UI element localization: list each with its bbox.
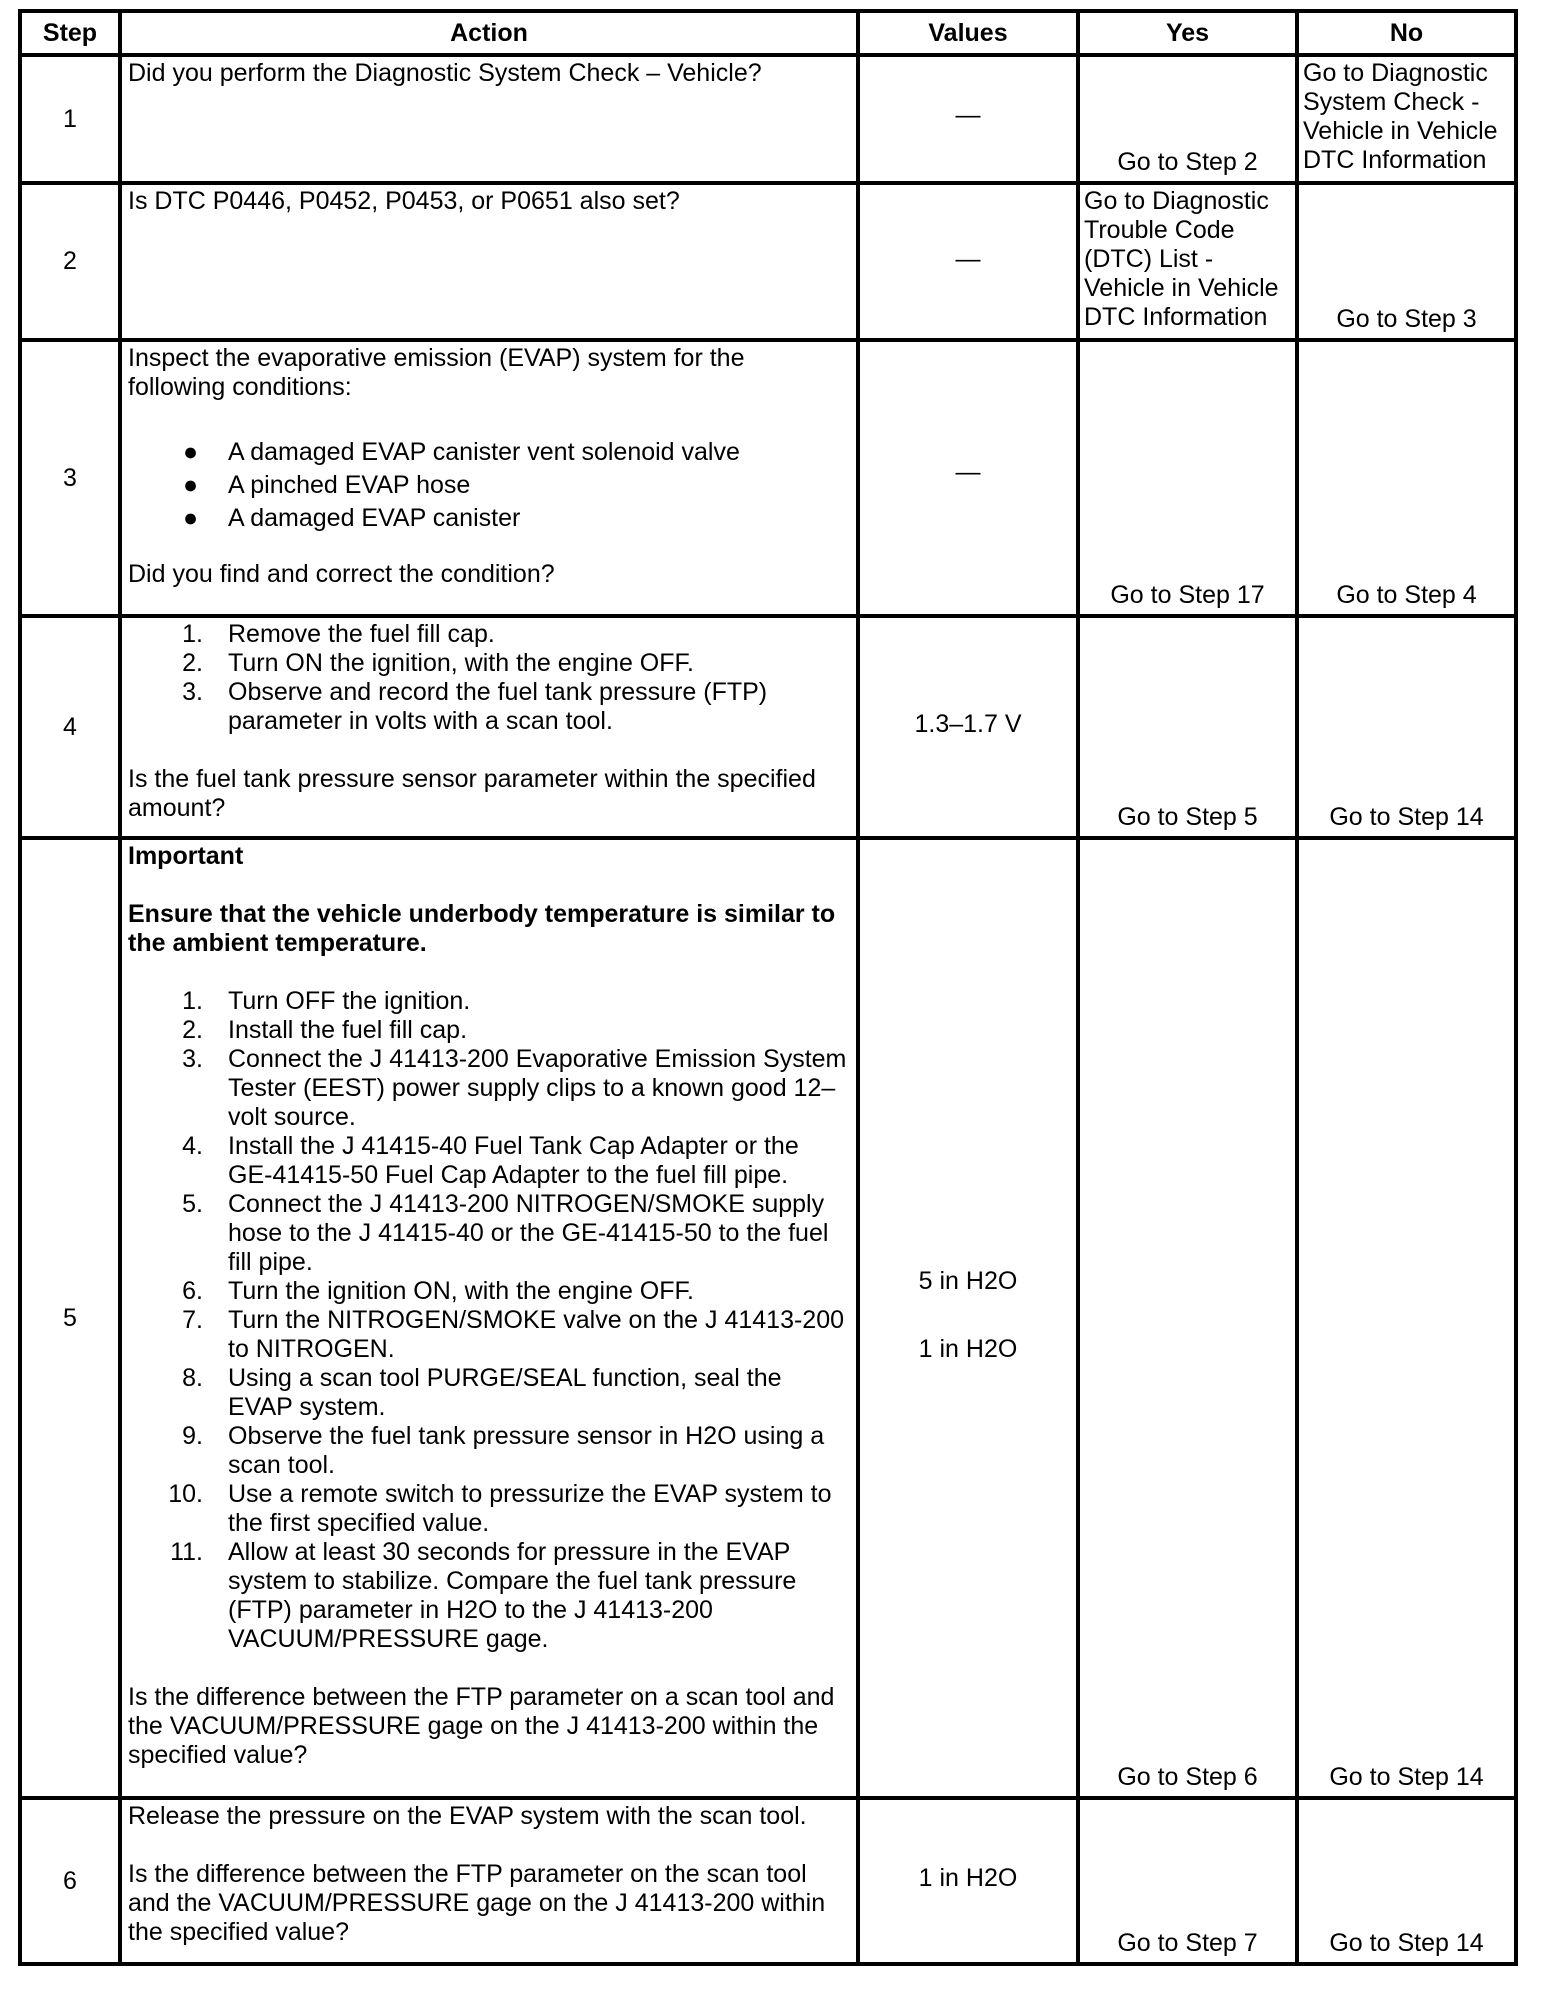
no-line: Vehicle in Vehicle: [1303, 117, 1498, 145]
value: —: [955, 245, 981, 273]
table-row: [20, 1798, 1516, 1964]
list-item-text: Connect the J 41413-200 NITROGEN/SMOKE supply hose to the J 41415-40 or the GE-41415-50 to the fuel fill pipe.: [228, 1190, 829, 1276]
value: 5 in H2O: [918, 1267, 1018, 1295]
action-cell: [120, 183, 858, 340]
diagnostic-table: [18, 9, 1518, 1966]
list-item-text: Turn the ignition ON, with the engine OFF.: [228, 1277, 694, 1305]
list-number: 8.: [182, 1364, 203, 1392]
action-cell: [120, 340, 858, 616]
header-no: No: [1297, 11, 1516, 55]
list-item: [128, 1045, 848, 1132]
list-item: [128, 1277, 848, 1306]
no-cell: [1297, 1798, 1516, 1964]
header-row: [20, 11, 1516, 55]
yes-cell: [1078, 616, 1297, 838]
list-item: [128, 649, 848, 678]
action-cell: [120, 55, 858, 183]
no-line: DTC Information: [1303, 146, 1487, 174]
value-cell: [858, 1798, 1078, 1964]
list-item-text: Using a scan tool PURGE/SEAL function, seal the EVAP system.: [228, 1364, 782, 1421]
no-action: Go to Step 14: [1329, 803, 1484, 831]
action-cell: [120, 838, 858, 1798]
list-number: 5.: [182, 1190, 203, 1218]
step-number: 2: [20, 183, 120, 340]
instruction: Release the pressure on the EVAP system with the scan tool.: [128, 1802, 807, 1830]
header-action: Action: [120, 11, 858, 55]
list-item: [128, 1132, 848, 1190]
procedure-list: [128, 987, 848, 1654]
list-item-text: Use a remote switch to pressurize the EVAP system to the first specified value.: [228, 1480, 832, 1537]
list-item-text: Observe the fuel tank pressure sensor in H2O using a scan tool.: [228, 1422, 825, 1479]
list-number: 3.: [182, 678, 203, 706]
list-number: 11.: [170, 1538, 203, 1566]
intro: Inspect the evaporative emission (EVAP) system for the following conditions:: [128, 344, 745, 401]
table-row: [20, 183, 1516, 340]
list-item-text: A pinched EVAP hose: [228, 471, 471, 499]
yes-cell: [1078, 340, 1297, 616]
list-item: [128, 1190, 848, 1277]
list-item: [128, 987, 848, 1016]
list-number: 1.: [182, 620, 203, 648]
no-action: Go to Step 3: [1336, 305, 1477, 333]
important-label: Important: [128, 842, 244, 870]
step-number: 6: [20, 1798, 120, 1964]
list-number: 6.: [182, 1277, 203, 1305]
table-row: [20, 838, 1516, 1798]
yes-line: (DTC) List -: [1084, 245, 1214, 273]
yes-cell: [1078, 838, 1297, 1798]
yes-line: Vehicle in Vehicle: [1084, 274, 1279, 302]
list-number: 4.: [182, 1132, 203, 1160]
list-item: [128, 1016, 848, 1045]
list-item: ● A damaged EVAP canister vent solenoid valve: [183, 438, 740, 466]
condition-list: [128, 436, 848, 535]
yes-action: Go to Step 5: [1117, 803, 1258, 831]
action-cell: [120, 1798, 858, 1964]
no-line: Go to Diagnostic: [1303, 59, 1488, 87]
list-item-text: Turn the NITROGEN/SMOKE valve on the J 41413-200 to NITROGEN.: [228, 1306, 845, 1363]
yes-action: Go to Step 6: [1117, 1763, 1258, 1791]
list-number: 3.: [182, 1045, 203, 1073]
value: 1.3–1.7 V: [914, 710, 1022, 738]
list-item: ● A damaged EVAP canister: [183, 504, 521, 532]
list-item: [128, 1538, 848, 1654]
no-cell: [1297, 340, 1516, 616]
list-number: 1.: [182, 987, 203, 1015]
yes-action: Go to Step 17: [1110, 581, 1265, 609]
value-cell: [858, 838, 1078, 1798]
yes-action: Go to Step 2: [1117, 148, 1258, 176]
list-item-text: Allow at least 30 seconds for pressure in the EVAP system to stabilize. Compare the fuel tank pressure (FTP) parameter in H2O to the J 41413-200 VACUUM/PRESSURE gage.: [228, 1538, 797, 1653]
question: Is the difference between the FTP parameter on a scan tool and the VACUUM/PRESSURE gage on the J 41413-200 within the specified value?: [128, 1683, 835, 1769]
list-item-text: Turn OFF the ignition.: [228, 987, 471, 1015]
yes-line: Trouble Code: [1084, 216, 1235, 244]
no-cell: [1297, 55, 1516, 183]
question: Did you find and correct the condition?: [128, 560, 555, 588]
header-step: Step: [20, 11, 120, 55]
value-cell: [858, 55, 1078, 183]
question: Is the fuel tank pressure sensor parameter within the specified amount?: [128, 765, 816, 822]
yes-action: Go to Step 7: [1117, 1929, 1258, 1957]
no-cell: [1297, 616, 1516, 838]
no-action: Go to Step 14: [1329, 1929, 1484, 1957]
list-item-text: Turn ON the ignition, with the engine OFF.: [228, 649, 694, 677]
yes-action: [1084, 187, 1291, 332]
no-line: System Check -: [1303, 88, 1480, 116]
procedure-list: [128, 620, 848, 736]
no-cell: [1297, 183, 1516, 340]
question: Did you perform the Diagnostic System Check – Vehicle?: [128, 59, 762, 87]
step-number: 3: [20, 340, 120, 616]
list-item: [128, 678, 848, 736]
table-row: [20, 340, 1516, 616]
value: —: [955, 458, 981, 486]
list-item-text: Remove the fuel fill cap.: [228, 620, 495, 648]
yes-cell: [1078, 55, 1297, 183]
yes-cell: [1078, 183, 1297, 340]
value-cell: [858, 183, 1078, 340]
question: Is the difference between the FTP parameter on the scan tool and the VACUUM/PRESSURE gage on the J 41413-200 within the specified value?: [128, 1860, 826, 1946]
header-yes: Yes: [1078, 11, 1297, 55]
no-action: [1303, 59, 1510, 175]
yes-line: Go to Diagnostic: [1084, 187, 1269, 215]
list-number: 2.: [182, 1016, 203, 1044]
step-number: 4: [20, 616, 120, 838]
important-note: Ensure that the vehicle underbody temperature is similar to the ambient temperature.: [128, 900, 836, 957]
no-action: Go to Step 4: [1336, 581, 1477, 609]
list-number: 9.: [182, 1422, 203, 1450]
list-item: [128, 1306, 848, 1364]
list-item-text: Install the fuel fill cap.: [228, 1016, 468, 1044]
list-item-text: Install the J 41415-40 Fuel Tank Cap Adapter or the GE-41415-50 Fuel Cap Adapter to the fuel fill pipe.: [228, 1132, 799, 1189]
list-item-text: Observe and record the fuel tank pressure (FTP) parameter in volts with a scan tool.: [228, 678, 768, 735]
no-action: Go to Step 14: [1329, 1763, 1484, 1791]
yes-line: DTC Information: [1084, 303, 1268, 331]
step-number: 1: [20, 55, 120, 183]
list-item: [128, 1364, 848, 1422]
header-values: Values: [858, 11, 1078, 55]
table-row: [20, 616, 1516, 838]
list-item-text: A damaged EVAP canister: [228, 504, 521, 532]
list-item: ● A pinched EVAP hose: [183, 471, 471, 499]
list-item: [128, 620, 848, 649]
list-number: 7.: [182, 1306, 203, 1334]
list-item-text: A damaged EVAP canister vent solenoid valve: [228, 438, 740, 466]
list-item: [128, 1480, 848, 1538]
list-item: [128, 1422, 848, 1480]
value: —: [955, 101, 981, 129]
value-cell: [858, 340, 1078, 616]
list-number: 2.: [182, 649, 203, 677]
action-cell: [120, 616, 858, 838]
table-row: [20, 55, 1516, 183]
list-item-text: Connect the J 41413-200 Evaporative Emission System Tester (EEST) power supply clips to a known good 12–volt source.: [228, 1045, 847, 1131]
list-number: 10.: [168, 1480, 203, 1508]
value: 1 in H2O: [918, 1335, 1018, 1363]
yes-cell: [1078, 1798, 1297, 1964]
no-cell: [1297, 838, 1516, 1798]
question: Is DTC P0446, P0452, P0453, or P0651 also set?: [128, 187, 680, 215]
step-number: 5: [20, 838, 120, 1798]
value: 1 in H2O: [918, 1864, 1018, 1892]
value-cell: [858, 616, 1078, 838]
